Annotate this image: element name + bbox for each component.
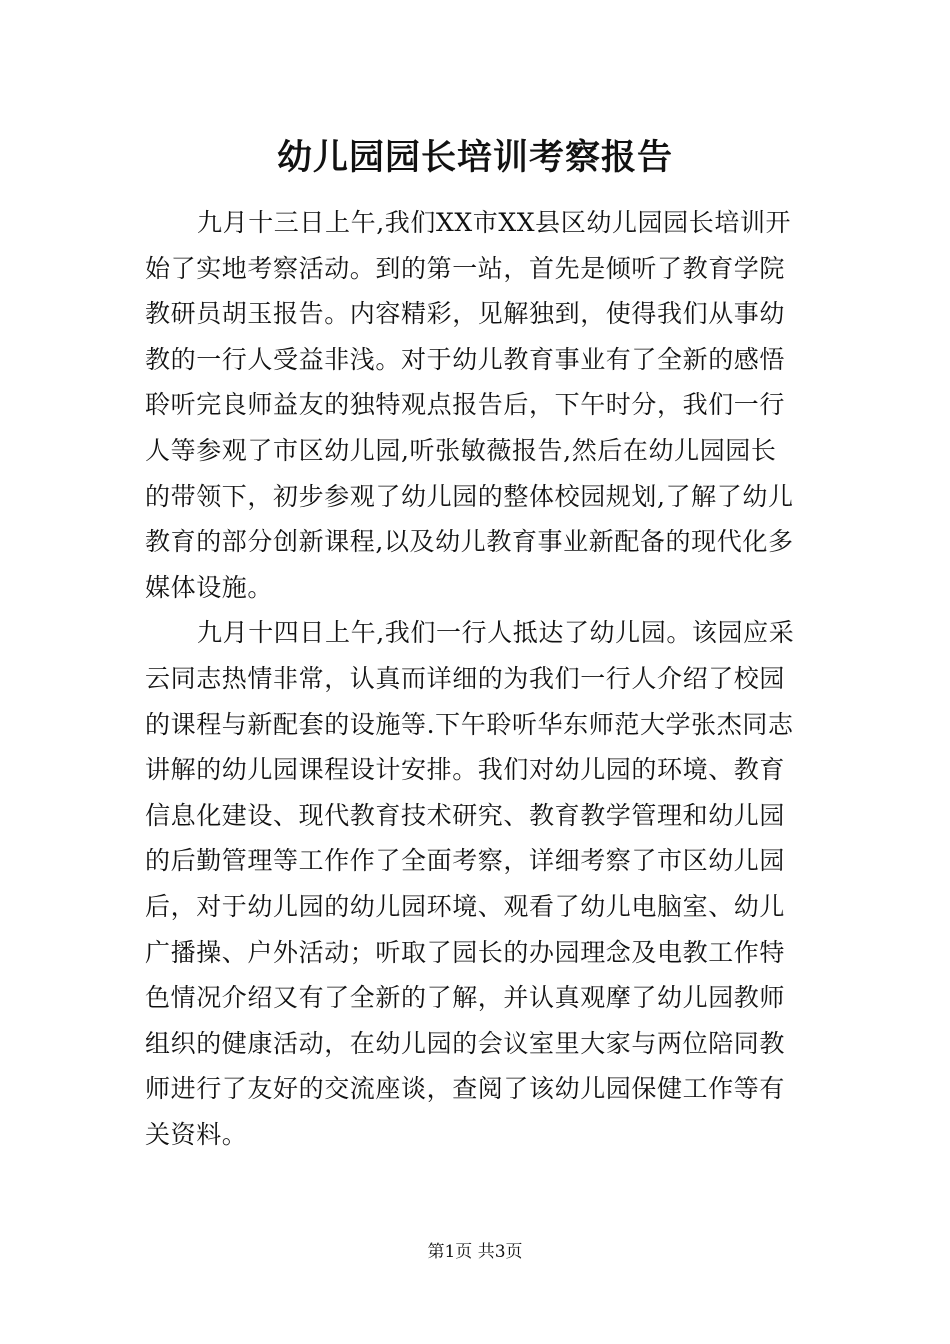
paragraph-line: 教研员胡玉报告。内容精彩，见解独到，使得我们从事幼 [145, 299, 786, 329]
document-body [145, 200, 807, 1157]
paragraph-2 [145, 610, 807, 1157]
paragraph-line: 后，对于幼儿园的幼儿园环境、观看了幼儿电脑室、幼儿 [145, 891, 786, 921]
paragraph-line: 云同志热情非常，认真而详细的为我们一行人介绍了校园 [145, 663, 786, 693]
paragraph-line: 人等参观了市区幼儿园,听张敏薇报告,然后在幼儿园园长 [145, 435, 777, 465]
paragraph-line: 媒体设施。 [145, 572, 274, 602]
paragraph-line: 九月十四日上午,我们一行人抵达了幼儿园。该园应采 [197, 618, 795, 648]
paragraph-line: 教的一行人受益非浅。对于幼儿教育事业有了全新的感悟 [145, 344, 786, 374]
paragraph-line: 的课程与新配套的设施等.下午聆听华东师范大学张杰同志 [145, 709, 794, 739]
paragraph-1 [145, 200, 807, 610]
paragraph-line: 组织的健康活动，在幼儿园的会议室里大家与两位陪同教 [145, 1028, 786, 1058]
paragraph-line: 信息化建设、现代教育技术研究、教育教学管理和幼儿园 [145, 800, 786, 830]
document-title: 幼儿园园长培训考察报告 [276, 137, 673, 178]
paragraph-line: 九月十三日上午,我们XX市XX县区幼儿园园长培训开 [197, 208, 792, 237]
paragraph-line: 色情况介绍又有了全新的了解，并认真观摩了幼儿园教师 [145, 983, 786, 1013]
paragraph-line: 关资料。 [145, 1119, 248, 1149]
paragraph-line: 师进行了友好的交流座谈，查阅了该幼儿园保健工作等有 [145, 1074, 786, 1104]
paragraph-line: 的带领下，初步参观了幼儿园的整体校园规划,了解了幼儿 [145, 481, 794, 511]
paragraph-line: 讲解的幼儿园课程设计安排。我们对幼儿园的环境、教育 [145, 755, 786, 785]
paragraph-line: 广播操、户外活动；听取了园长的办园理念及电教工作特 [145, 937, 786, 967]
paragraph-line: 始了实地考察活动。到的第一站，首先是倾听了教育学院 [145, 253, 786, 283]
page-footer: 第1页 共3页 [427, 1242, 523, 1262]
paragraph-line: 教育的部分创新课程,以及幼儿教育事业新配备的现代化多 [145, 527, 794, 557]
paragraph-line: 聆听完良师益友的独特观点报告后，下午时分，我们一行 [145, 390, 786, 420]
paragraph-line: 的后勤管理等工作作了全面考察，详细考察了市区幼儿园 [145, 846, 786, 876]
